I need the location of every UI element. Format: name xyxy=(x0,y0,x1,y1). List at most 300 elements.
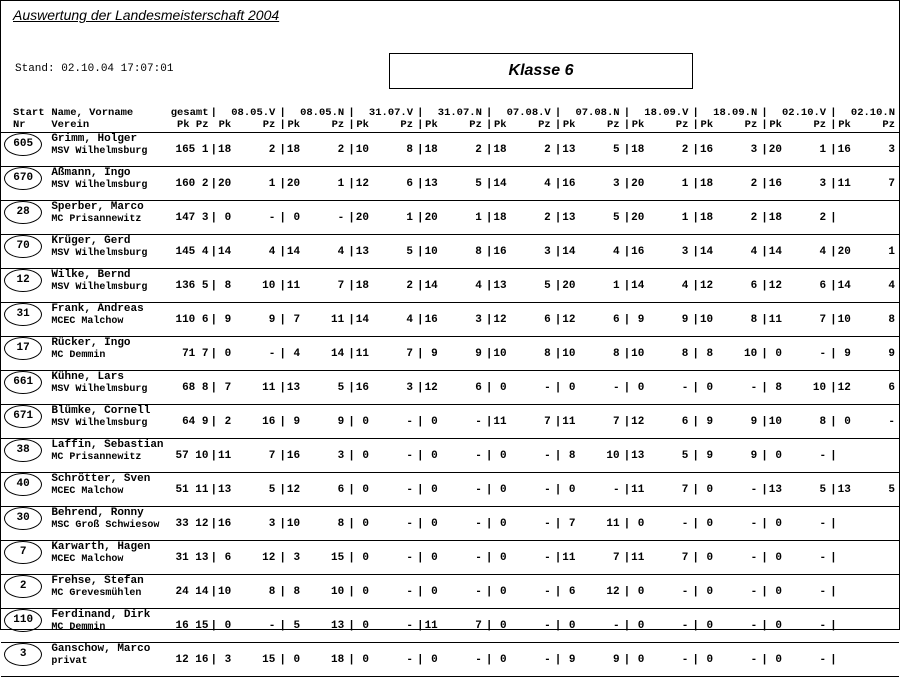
event-rank-cell: 6 xyxy=(713,269,761,303)
event-points-cell: 13 xyxy=(424,167,438,201)
column-separator: | xyxy=(624,609,631,643)
event-rank-cell: - xyxy=(713,609,761,643)
column-separator: | xyxy=(555,473,562,507)
event-rank-cell: - xyxy=(438,439,486,473)
event-points-cell: 9 xyxy=(837,337,851,371)
header-gesamt-pk-label: Pk xyxy=(176,119,190,131)
header-nr: Nr xyxy=(13,119,26,131)
event-rank-cell: 2 xyxy=(507,201,555,235)
column-separator: | xyxy=(692,337,699,371)
event-points-cell: 11 xyxy=(286,269,300,303)
start-number-badge: 3 xyxy=(4,643,42,666)
column-separator: | xyxy=(279,269,286,303)
event-points-cell: 0 xyxy=(217,201,231,235)
event-rank-cell: - xyxy=(575,371,623,405)
header-pz-2: Pz xyxy=(331,119,345,131)
event-rank-cell: 6 xyxy=(782,269,830,303)
event-points-cell: 16 xyxy=(699,133,713,167)
event-rank-cell: 5 xyxy=(507,269,555,303)
column-separator: | xyxy=(830,167,837,201)
header-pz-7: Pz xyxy=(675,119,689,131)
event-rank-cell: - xyxy=(438,507,486,541)
column-separator: | xyxy=(624,235,631,269)
header-pz-3: Pz xyxy=(400,119,414,131)
column-separator: | xyxy=(279,439,286,473)
column-separator: | xyxy=(761,541,768,575)
event-points-cell: 14 xyxy=(699,235,713,269)
rider-cell xyxy=(45,235,169,269)
event-rank-cell: 5 xyxy=(300,371,348,405)
event-rank-cell: 10 xyxy=(231,269,279,303)
rider-club: MCEC Malchow xyxy=(51,486,124,497)
event-points-cell: 16 xyxy=(355,371,369,405)
event-rank-cell: 3 xyxy=(644,235,692,269)
table-row[interactable] xyxy=(1,609,899,643)
event-points-cell: 0 xyxy=(699,541,713,575)
event-rank-cell: 2 xyxy=(713,167,761,201)
table-row[interactable] xyxy=(1,541,899,575)
table-row[interactable] xyxy=(1,303,899,337)
event-rank-cell: 4 xyxy=(782,235,830,269)
event-rank-cell: 9 xyxy=(713,439,761,473)
start-number-badge: 661 xyxy=(4,371,42,394)
table-row[interactable] xyxy=(1,337,899,371)
event-rank-cell: 1 xyxy=(782,133,830,167)
total-cell xyxy=(170,405,211,439)
total-rank: 10 xyxy=(195,449,209,462)
event-points-cell: 0 xyxy=(424,439,438,473)
total-rank: 15 xyxy=(195,619,209,632)
event-points-cell: 20 xyxy=(561,269,575,303)
rider-cell xyxy=(45,337,169,371)
table-row[interactable] xyxy=(1,473,899,507)
start-number-cell xyxy=(1,405,45,439)
event-rank-cell: 11 xyxy=(231,371,279,405)
column-separator: | xyxy=(211,507,218,541)
column-separator: | xyxy=(211,643,218,677)
header-pz-9: Pz xyxy=(813,119,827,131)
event-rank-cell xyxy=(851,541,899,575)
event-points-cell: 11 xyxy=(561,541,575,575)
event-rank-cell: 1 xyxy=(300,167,348,201)
event-rank-cell: - xyxy=(713,541,761,575)
event-rank-cell: - xyxy=(507,541,555,575)
column-separator: | xyxy=(555,439,562,473)
event-points-cell: 10 xyxy=(561,337,575,371)
column-separator: | xyxy=(624,303,631,337)
total-cell xyxy=(170,643,211,677)
column-separator: | xyxy=(417,337,424,371)
event-rank-cell xyxy=(851,609,899,643)
column-separator: | xyxy=(830,643,837,677)
event-rank-cell: 1 xyxy=(438,201,486,235)
event-points-cell: 10 xyxy=(424,235,438,269)
event-points-cell: 9 xyxy=(424,337,438,371)
event-rank-cell: 8 xyxy=(644,337,692,371)
column-separator: | xyxy=(417,405,424,439)
results-table-area xyxy=(1,107,900,677)
rider-cell xyxy=(45,405,169,439)
event-rank-cell: 6 xyxy=(851,371,899,405)
rider-name: Karwarth, Hagen xyxy=(51,541,151,553)
event-rank-cell: 2 xyxy=(782,201,830,235)
event-rank-cell: 1 xyxy=(369,201,417,235)
event-rank-cell: - xyxy=(507,439,555,473)
column-separator: | xyxy=(692,405,699,439)
start-number-cell xyxy=(1,337,45,371)
total-rank: 7 xyxy=(201,347,209,360)
column-separator: | xyxy=(555,337,562,371)
event-rank-cell: - xyxy=(575,609,623,643)
column-separator: | xyxy=(761,371,768,405)
header2-sep-5: | xyxy=(554,119,562,131)
rider-cell xyxy=(45,167,169,201)
event-points-cell: 0 xyxy=(492,507,506,541)
column-separator: | xyxy=(830,337,837,371)
header-start: Start xyxy=(13,107,45,119)
table-row[interactable] xyxy=(1,201,899,235)
event-points-cell: 0 xyxy=(561,371,575,405)
column-separator: | xyxy=(417,473,424,507)
total-points: 64 xyxy=(182,415,196,428)
event-rank-cell: 5 xyxy=(851,473,899,507)
total-points: 145 xyxy=(175,245,196,258)
event-points-cell: 0 xyxy=(355,575,369,609)
event-rank-cell: - xyxy=(713,575,761,609)
rider-cell xyxy=(45,269,169,303)
total-points: 51 xyxy=(175,483,189,496)
start-number-cell xyxy=(1,269,45,303)
event-rank-cell: 6 xyxy=(644,405,692,439)
event-rank-cell: - xyxy=(369,609,417,643)
event-points-cell: 13 xyxy=(355,235,369,269)
table-row[interactable] xyxy=(1,133,899,167)
event-rank-cell: 18 xyxy=(300,643,348,677)
event-rank-cell: - xyxy=(575,473,623,507)
column-separator: | xyxy=(555,201,562,235)
column-separator: | xyxy=(830,507,837,541)
rider-name: Kühne, Lars xyxy=(51,371,124,383)
total-cell xyxy=(170,439,211,473)
event-points-cell: 16 xyxy=(217,507,231,541)
column-separator: | xyxy=(555,575,562,609)
total-rank: 13 xyxy=(195,551,209,564)
page-title: Auswertung der Landesmeisterschaft 2004 xyxy=(13,7,280,23)
total-points: 12 xyxy=(175,653,189,666)
event-points-cell: 12 xyxy=(286,473,300,507)
event-points-cell: 0 xyxy=(355,439,369,473)
event-rank-cell: - xyxy=(644,609,692,643)
event-rank-cell: 8 xyxy=(438,235,486,269)
event-rank-cell: - xyxy=(713,371,761,405)
event-points-cell: 14 xyxy=(837,269,851,303)
table-row[interactable] xyxy=(1,371,899,405)
event-rank-cell: 8 xyxy=(782,405,830,439)
header2-sep-3: | xyxy=(417,119,424,131)
event-points-cell: 8 xyxy=(217,269,231,303)
header-sep-1: | xyxy=(279,107,286,119)
event-points-cell: 20 xyxy=(630,167,644,201)
header-pk-6: Pk xyxy=(562,119,576,131)
event-rank-cell: 6 xyxy=(300,473,348,507)
column-separator: | xyxy=(692,201,699,235)
event-rank-cell: - xyxy=(300,201,348,235)
event-points-cell: 0 xyxy=(768,609,782,643)
event-points-cell: 0 xyxy=(424,507,438,541)
rider-club: MSV Wilhelmsburg xyxy=(51,418,148,429)
header-event-10-left xyxy=(837,107,851,119)
total-points: 160 xyxy=(175,177,196,190)
start-number-badge: 17 xyxy=(4,337,42,360)
event-points-cell: 0 xyxy=(699,609,713,643)
column-separator: | xyxy=(211,541,218,575)
total-points: 110 xyxy=(175,313,196,326)
event-points-cell: 16 xyxy=(286,439,300,473)
column-separator: | xyxy=(692,167,699,201)
total-cell xyxy=(170,337,211,371)
event-points-cell: 13 xyxy=(768,473,782,507)
event-rank-cell: - xyxy=(644,575,692,609)
event-points-cell: 0 xyxy=(768,643,782,677)
event-rank-cell: - xyxy=(782,575,830,609)
event-points-cell: 20 xyxy=(355,201,369,235)
rider-name: Behrend, Ronny xyxy=(51,507,144,519)
column-separator: | xyxy=(761,201,768,235)
event-points-cell xyxy=(837,201,851,235)
rider-cell xyxy=(45,303,169,337)
event-points-cell: 18 xyxy=(286,133,300,167)
column-separator: | xyxy=(486,201,493,235)
event-rank-cell: 16 xyxy=(231,405,279,439)
event-points-cell: 13 xyxy=(630,439,644,473)
event-rank-cell: - xyxy=(438,643,486,677)
event-points-cell: 20 xyxy=(630,201,644,235)
table-row[interactable] xyxy=(1,235,899,269)
column-separator: | xyxy=(624,439,631,473)
total-points: 165 xyxy=(175,143,196,156)
header2-sep-0 xyxy=(211,119,218,131)
table-row[interactable] xyxy=(1,405,899,439)
event-rank-cell: - xyxy=(782,643,830,677)
rider-club: MSV Wilhelmsburg xyxy=(51,180,148,191)
event-rank-cell: 4 xyxy=(507,167,555,201)
total-points: 71 xyxy=(182,347,196,360)
header-pz-1: Pz xyxy=(262,119,276,131)
column-separator: | xyxy=(486,371,493,405)
table-row[interactable] xyxy=(1,269,899,303)
total-points: 57 xyxy=(175,449,189,462)
header-gesamt-pz-label: Pz xyxy=(195,119,209,131)
event-rank-cell: 4 xyxy=(369,303,417,337)
column-separator: | xyxy=(211,405,218,439)
event-rank-cell: 3 xyxy=(438,303,486,337)
rider-name: Aßmann, Ingo xyxy=(51,167,131,179)
event-points-cell: 13 xyxy=(286,371,300,405)
total-rank: 6 xyxy=(201,313,209,326)
event-rank-cell: 14 xyxy=(300,337,348,371)
column-separator: | xyxy=(761,507,768,541)
column-separator: | xyxy=(624,167,631,201)
column-separator: | xyxy=(279,337,286,371)
event-points-cell: 8 xyxy=(286,575,300,609)
column-separator: | xyxy=(555,609,562,643)
results-table xyxy=(1,107,899,677)
event-rank-cell: 6 xyxy=(369,167,417,201)
event-points-cell: 14 xyxy=(492,167,506,201)
event-points-cell: 0 xyxy=(286,201,300,235)
start-number-cell xyxy=(1,507,45,541)
event-rank-cell: - xyxy=(369,439,417,473)
event-rank-cell: 5 xyxy=(575,133,623,167)
event-points-cell: 20 xyxy=(768,133,782,167)
column-separator: | xyxy=(555,235,562,269)
event-points-cell: 0 xyxy=(492,473,506,507)
event-rank-cell: 2 xyxy=(507,133,555,167)
rider-cell xyxy=(45,201,169,235)
header-verein: Verein xyxy=(51,119,90,131)
event-points-cell xyxy=(837,643,851,677)
table-header-row-1 xyxy=(1,107,899,119)
table-row[interactable] xyxy=(1,575,899,609)
start-number-cell xyxy=(1,473,45,507)
header-sep-5: | xyxy=(554,107,562,119)
column-separator: | xyxy=(348,167,355,201)
column-separator: | xyxy=(279,371,286,405)
header-pk-1: Pk xyxy=(218,119,232,131)
total-rank: 1 xyxy=(201,143,209,156)
column-separator: | xyxy=(624,337,631,371)
event-points-cell xyxy=(837,575,851,609)
column-separator: | xyxy=(279,643,286,677)
column-separator: | xyxy=(761,575,768,609)
event-points-cell xyxy=(837,609,851,643)
event-points-cell: 7 xyxy=(217,371,231,405)
total-cell xyxy=(170,167,211,201)
header-event-6-left xyxy=(561,107,575,119)
total-cell xyxy=(170,541,211,575)
table-row[interactable] xyxy=(1,439,899,473)
event-points-cell: 18 xyxy=(699,201,713,235)
header2-sep-2: | xyxy=(348,119,355,131)
column-separator: | xyxy=(417,575,424,609)
rider-name: Frank, Andreas xyxy=(51,303,144,315)
event-points-cell: 18 xyxy=(768,201,782,235)
column-separator: | xyxy=(692,439,699,473)
event-rank-cell: - xyxy=(507,371,555,405)
total-points: 147 xyxy=(175,211,196,224)
column-separator: | xyxy=(486,133,493,167)
event-rank-cell: - xyxy=(369,405,417,439)
event-rank-cell: 2 xyxy=(369,269,417,303)
start-number-cell xyxy=(1,303,45,337)
event-rank-cell: - xyxy=(507,609,555,643)
total-points: 68 xyxy=(182,381,196,394)
rider-club: MC Grevesmühlen xyxy=(51,588,142,599)
timestamp-line xyxy=(15,63,173,75)
column-separator: | xyxy=(692,371,699,405)
column-separator: | xyxy=(279,133,286,167)
table-row[interactable] xyxy=(1,167,899,201)
column-separator: | xyxy=(830,439,837,473)
column-separator: | xyxy=(486,167,493,201)
event-points-cell: 14 xyxy=(286,235,300,269)
column-separator: | xyxy=(348,643,355,677)
column-separator: | xyxy=(692,473,699,507)
event-rank-cell: - xyxy=(369,643,417,677)
start-number-badge: 12 xyxy=(4,269,42,292)
event-points-cell: 16 xyxy=(492,235,506,269)
total-rank: 4 xyxy=(201,245,209,258)
event-rank-cell: 4 xyxy=(231,235,279,269)
column-separator: | xyxy=(555,643,562,677)
header-event-7-left xyxy=(630,107,644,119)
event-points-cell: 20 xyxy=(286,167,300,201)
column-separator: | xyxy=(486,303,493,337)
event-points-cell: 11 xyxy=(768,303,782,337)
event-rank-cell: 8 xyxy=(300,507,348,541)
event-points-cell: 14 xyxy=(561,235,575,269)
rider-cell xyxy=(45,473,169,507)
rider-club: MSV Wilhelmsburg xyxy=(51,248,148,259)
event-rank-cell: - xyxy=(782,609,830,643)
rider-name: Ganschow, Marco xyxy=(51,643,151,655)
table-row[interactable] xyxy=(1,643,899,677)
event-rank-cell: - xyxy=(231,609,279,643)
event-rank-cell: - xyxy=(507,473,555,507)
event-points-cell: 0 xyxy=(630,371,644,405)
event-points-cell: 7 xyxy=(561,507,575,541)
rider-name: Wilke, Bernd xyxy=(51,269,131,281)
column-separator: | xyxy=(211,337,218,371)
event-points-cell: 8 xyxy=(699,337,713,371)
event-points-cell: 14 xyxy=(630,269,644,303)
column-separator: | xyxy=(692,575,699,609)
rider-name: Krüger, Gerd xyxy=(51,235,131,247)
rider-club: MC Prisannewitz xyxy=(51,214,142,225)
column-separator: | xyxy=(692,541,699,575)
total-rank: 11 xyxy=(195,483,209,496)
event-points-cell: 9 xyxy=(217,303,231,337)
event-rank-cell: 15 xyxy=(231,643,279,677)
column-separator: | xyxy=(348,473,355,507)
column-separator: | xyxy=(348,201,355,235)
total-cell xyxy=(170,473,211,507)
event-rank-cell: 5 xyxy=(231,473,279,507)
event-rank-cell: 3 xyxy=(231,507,279,541)
event-rank-cell: 7 xyxy=(644,541,692,575)
event-rank-cell: - xyxy=(713,473,761,507)
column-separator: | xyxy=(211,167,218,201)
header-event-8-left xyxy=(699,107,713,119)
event-rank-cell: - xyxy=(231,201,279,235)
total-cell xyxy=(170,269,211,303)
header-event-3-left xyxy=(355,107,369,119)
column-separator: | xyxy=(761,337,768,371)
column-separator: | xyxy=(830,235,837,269)
event-points-cell: 14 xyxy=(217,235,231,269)
event-rank-cell: - xyxy=(438,541,486,575)
event-rank-cell: - xyxy=(507,507,555,541)
header-sep-0: | xyxy=(210,107,217,119)
column-separator: | xyxy=(348,337,355,371)
rider-club: MCEC Malchow xyxy=(51,316,124,327)
header-event-8: 18.09.N xyxy=(713,107,758,119)
column-separator: | xyxy=(761,269,768,303)
event-points-cell: 0 xyxy=(355,473,369,507)
total-rank: 9 xyxy=(201,415,209,428)
table-row[interactable] xyxy=(1,507,899,541)
event-points-cell: 12 xyxy=(561,303,575,337)
